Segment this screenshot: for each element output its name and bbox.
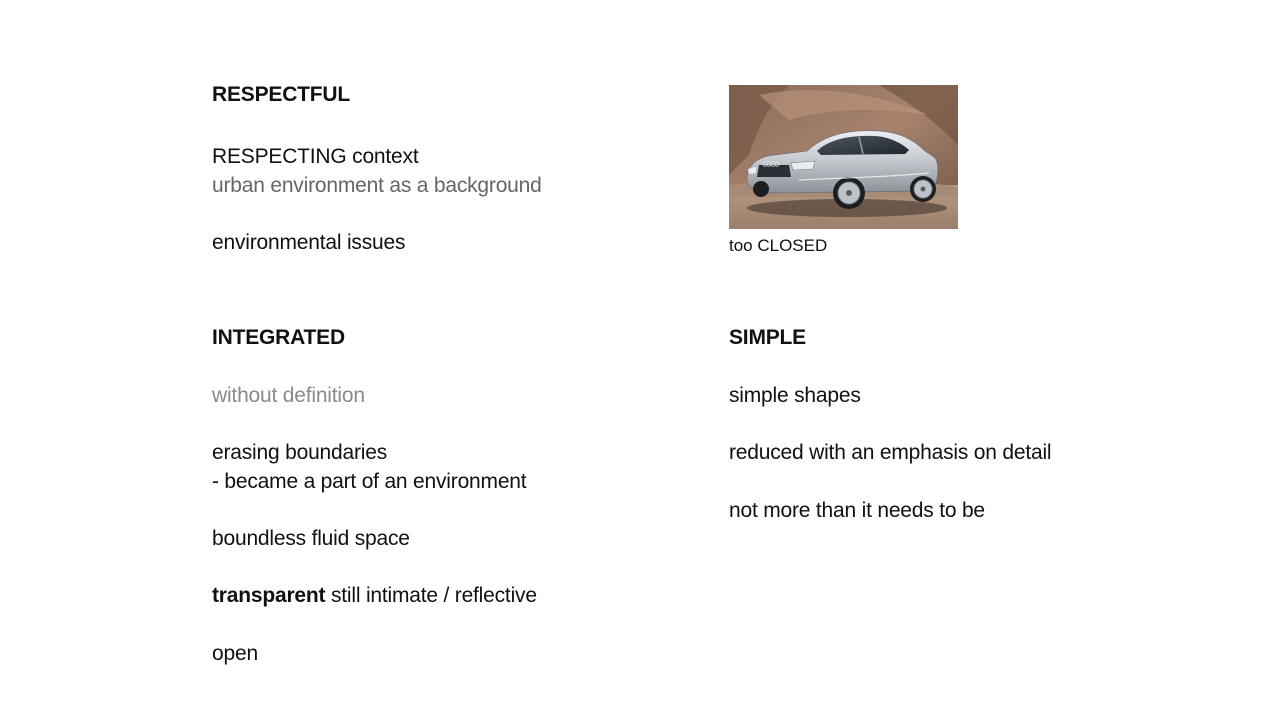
respectful-heading: RESPECTFUL — [212, 83, 351, 106]
car-photo — [729, 85, 958, 229]
simple-line-not-more: not more than it needs to be — [729, 499, 985, 522]
simple-line-shapes: simple shapes — [729, 384, 861, 407]
transparent-rest-text: still intimate / reflective — [325, 584, 537, 607]
integrated-line-boundless: boundless fluid space — [212, 527, 410, 550]
respectful-line-environmental: environmental issues — [212, 231, 406, 254]
integrated-line-transparent — [212, 581, 537, 610]
transparent-bold-word: transparent — [212, 584, 326, 607]
integrated-line-definition: without definition — [212, 384, 365, 407]
integrated-line-became: - became a part of an environment — [212, 470, 527, 493]
integrated-line-erasing: erasing boundaries — [212, 441, 388, 464]
integrated-line-open: open — [212, 642, 258, 665]
integrated-heading: INTEGRATED — [212, 326, 345, 349]
simple-heading: SIMPLE — [729, 326, 806, 349]
respectful-line-urban: urban environment as a background — [212, 174, 542, 197]
photo-caption: too CLOSED — [729, 236, 828, 255]
simple-line-reduced: reduced with an emphasis on detail — [729, 441, 1052, 464]
respectful-line-context: RESPECTING context — [212, 145, 419, 168]
